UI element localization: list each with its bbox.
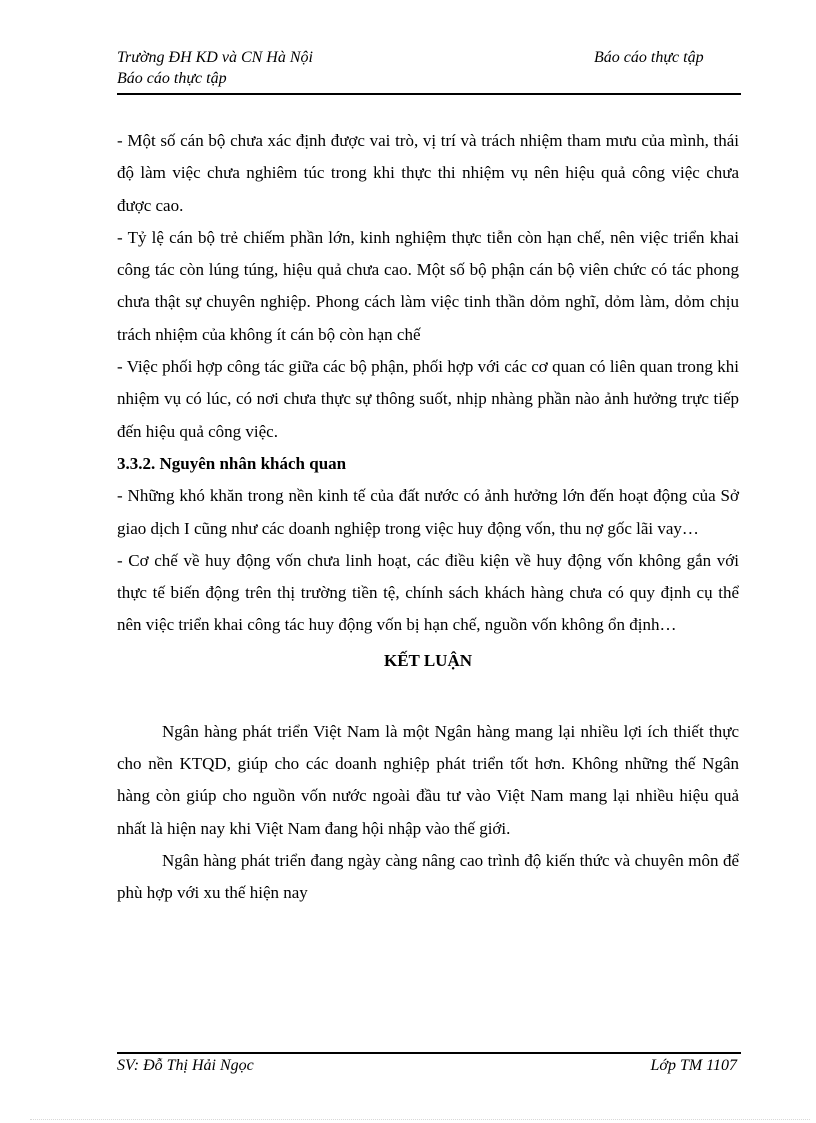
paragraph-1: - Một số cán bộ chưa xác định được vai trò, vị trí và trách nhiệm tham mưu của mình, thái độ làm việc chưa nghiêm túc trong khi thực thi nhiệm vụ nên hiệu quả công việc chưa được cao. (117, 131, 739, 215)
section-heading: 3.3.2. Nguyên nhân khách quan (117, 453, 347, 473)
document-body (117, 125, 739, 910)
paragraph-7: Ngân hàng phát triển đang ngày càng nâng cao trình độ kiến thức và chuyên môn để phù hợp với xu thế hiện nay (117, 850, 739, 903)
paragraph-6: Ngân hàng phát triển Việt Nam là một Ngân hàng mang lại nhiều lợi ích thiết thực cho nền KTQD, giúp cho các doanh nghiệp phát triển tốt hơn. Không những thế Ngân hàng còn giúp cho nguồn vốn nước ngoài đầu tư vào Việt Nam mang lại nhiều hiệu quả nhất là hiện nay khi Việt Nam đang hội nhập vào thế giới. (117, 721, 739, 838)
paragraph-5: - Cơ chế về huy động vốn chưa linh hoạt, các điều kiện về huy động vốn không gắn với thực tế biến động trên thị trường tiền tệ, chính sách khách hàng chưa có quy định cụ thể nên việc triển khai công tác huy động vốn bị hạn chế, nguồn vốn không ổn định… (117, 550, 739, 635)
paragraph-4: - Những khó khăn trong nền kinh tế của đất nước có ảnh hưởng lớn đến hoạt động của Sở giao dịch I cũng như các doanh nghiệp trong việc huy động vốn, thu nợ gốc lãi vay… (117, 486, 739, 538)
header-school: Trường ĐH KD và CN Hà Nội (117, 49, 313, 66)
paragraph-3: - Việc phối hợp công tác giữa các bộ phận, phối hợp với các cơ quan có liên quan trong khi nhiệm vụ có lúc, có nơi chưa thực sự thông suốt, nhịp nhàng phần nào ảnh hưởng trực tiếp đến hiệu quả công việc. (117, 357, 739, 441)
footer-class: Lớp TM 1107 (650, 1057, 737, 1074)
paragraph-2: - Tỷ lệ cán bộ trẻ chiếm phần lớn, kinh nghiệm thực tiễn còn hạn chế, nên việc triển khai công tác còn lúng túng, hiệu quả chưa cao. Một số bộ phận cán bộ viên chức có tác phong chưa thật sự chuyên nghiệp. Phong cách làm việc tinh thần dỏm nghĩ, dỏm làm, dỏm chịu trách nhiệm của không ít cán bộ còn hạn chế (117, 227, 739, 344)
header-report-right: Báo cáo thực tập (594, 49, 704, 66)
page-bottom-border (30, 1119, 810, 1120)
footer-student: SV: Đỗ Thị Hải Ngọc (117, 1057, 254, 1074)
footer-divider (117, 1052, 741, 1054)
conclusion-title: KẾT LUẬN (383, 650, 472, 670)
header-divider (117, 93, 741, 95)
header-report-left: Báo cáo thực tập (117, 70, 227, 87)
